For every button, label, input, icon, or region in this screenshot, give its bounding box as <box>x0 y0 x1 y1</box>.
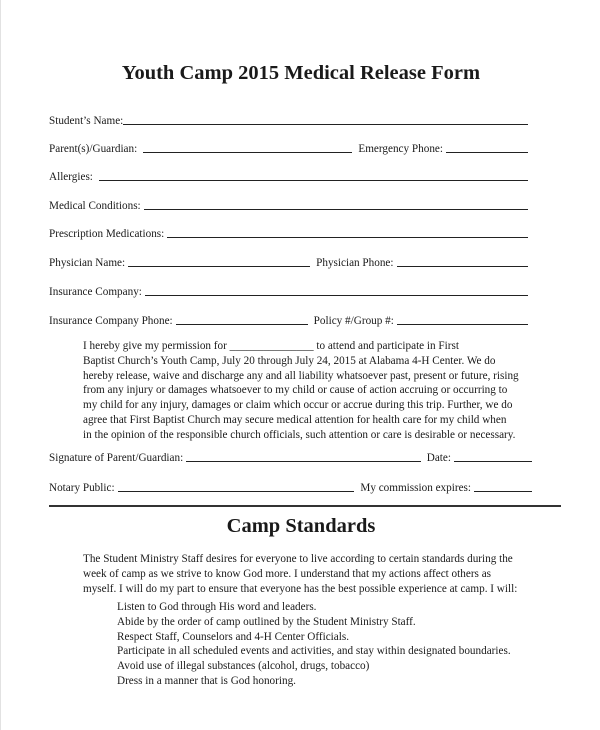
student-name-field[interactable] <box>123 124 528 125</box>
commission-expires-field[interactable] <box>474 491 532 492</box>
notary-label: Notary Public: <box>49 482 115 494</box>
consent-line: agree that First Baptist Church may secure medical attention for health care for my child when <box>83 413 507 426</box>
consent-line: hereby release, waive and discharge any and all liability whatsoever past, present or future, rising <box>83 369 519 382</box>
signature-label: Signature of Parent/Guardian: <box>49 452 184 464</box>
list-item: Dress in a manner that is God honoring. <box>117 674 296 687</box>
signature-row <box>49 448 532 464</box>
insurance-phone-field[interactable] <box>176 324 308 325</box>
emergency-phone-label: Emergency Phone: <box>358 143 443 155</box>
physician-name-label: Physician Name: <box>49 257 126 269</box>
consent-line: in the opinion of the responsible church officials, such attention or care is desirable or necessary. <box>83 428 516 441</box>
physician-name-field[interactable] <box>128 266 310 267</box>
policy-group-field[interactable] <box>397 324 528 325</box>
standards-list <box>117 600 511 689</box>
notary-row <box>49 478 532 494</box>
physician-row <box>49 253 528 269</box>
medical-conditions-label: Medical Conditions: <box>49 200 141 212</box>
insurance-company-row <box>49 282 528 298</box>
guardian-label: Parent(s)/Guardian: <box>49 143 138 155</box>
consent-paragraph <box>83 339 523 443</box>
consent-line: I hereby give my permission for _______________ to attend and participate in First <box>83 340 459 352</box>
notary-field[interactable] <box>118 491 355 492</box>
camp-standards-heading: Camp Standards <box>226 515 376 537</box>
date-label: Date: <box>426 452 451 464</box>
prescription-label: Prescription Medications: <box>49 228 165 240</box>
date-field[interactable] <box>454 461 532 462</box>
intro-line: week of camp as we strive to know God more. I understand that my actions affect others as <box>83 567 492 580</box>
medical-conditions-field[interactable] <box>144 209 528 210</box>
consent-line: from any injury or damages whatsoever to my child or cause of action accruing or occurring to <box>83 384 508 397</box>
student-name-row <box>49 111 528 127</box>
standards-intro <box>83 552 523 596</box>
insurance-company-label: Insurance Company: <box>49 286 142 298</box>
list-item: Avoid use of illegal substances (alcohol, drugs, tobacco) <box>117 660 370 673</box>
consent-line: my child for any injury, damages or claim which occur or accrue during this trip. Further, we do <box>83 399 513 412</box>
emergency-phone-field[interactable] <box>446 152 528 153</box>
allergies-field[interactable] <box>99 180 528 181</box>
section-divider <box>49 505 561 507</box>
consent-line: Baptist Church’s Youth Camp, July 20 through July 24, 2015 at Alabama 4-H Center. We do <box>83 354 496 367</box>
guardian-field[interactable] <box>143 152 352 153</box>
allergies-label: Allergies: <box>49 171 93 183</box>
signature-field[interactable] <box>186 461 421 462</box>
physician-phone-label: Physician Phone: <box>316 257 394 269</box>
list-item: Participate in all scheduled events and activities, and stay within designated boundaries. <box>117 645 511 658</box>
guardian-row <box>49 139 528 155</box>
commission-expires-label: My commission expires: <box>360 482 471 494</box>
prescription-field[interactable] <box>167 237 528 238</box>
intro-line: The Student Ministry Staff desires for everyone to live according to certain standards during the <box>83 553 513 565</box>
medical-conditions-row <box>49 196 528 212</box>
insurance-phone-row <box>49 311 528 327</box>
list-item: Respect Staff, Counselors and 4-H Center Officials. <box>117 630 349 643</box>
student-name-label: Student’s Name: <box>49 115 124 127</box>
prescription-row <box>49 224 528 240</box>
list-item: Listen to God through His word and leaders. <box>117 601 317 613</box>
form-title: Youth Camp 2015 Medical Release Form <box>121 62 481 84</box>
policy-group-label: Policy #/Group #: <box>313 315 394 327</box>
insurance-phone-label: Insurance Company Phone: <box>49 315 173 327</box>
intro-line: myself. I will do my part to ensure that everyone has the best possible experience at camp. I will: <box>83 582 518 595</box>
allergies-row <box>49 167 528 183</box>
physician-phone-field[interactable] <box>397 266 528 267</box>
insurance-company-field[interactable] <box>145 295 528 296</box>
list-item: Abide by the order of camp outlined by the Student Ministry Staff. <box>117 615 416 628</box>
